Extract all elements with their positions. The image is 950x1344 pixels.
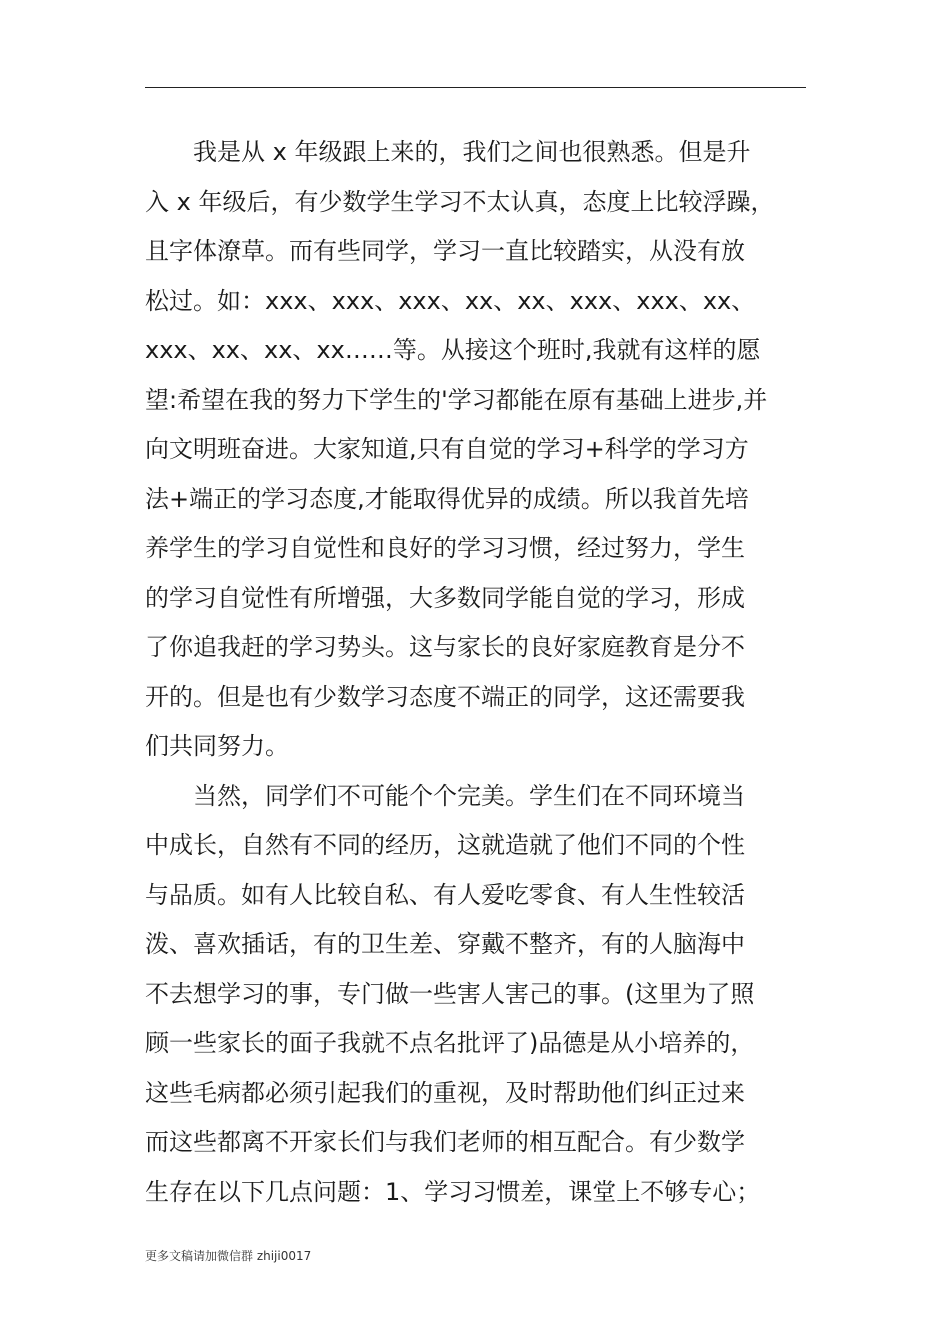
text-line: 而这些都离不开家长们与我们老师的相互配合。有少数学 bbox=[145, 1128, 745, 1156]
header-rule bbox=[145, 87, 806, 88]
text-line: 这些毛病都必须引起我们的重视，及时帮助他们纠正过来 bbox=[145, 1078, 745, 1107]
text-line: 法+端正的学习态度,才能取得优异的成绩。所以我首先培 bbox=[145, 484, 749, 513]
text-line: 开的。但是也有少数学习态度不端正的同学，这还需要我 bbox=[145, 682, 745, 711]
text-line: 入 x 年级后，有少数学生学习不太认真，态度上比较浮躁， bbox=[145, 187, 775, 216]
paragraph-1 bbox=[145, 128, 806, 772]
text-line: 养学生的学习自觉性和良好的学习习惯，经过努力，学生 bbox=[145, 534, 745, 562]
text-line: 泼、喜欢插话，有的卫生差、穿戴不整齐，有的人脑海中 bbox=[145, 930, 745, 958]
text-line: 了你追我赶的学习势头。这与家长的良好家庭教育是分不 bbox=[145, 633, 745, 661]
text-line: 我是从 x 年级跟上来的，我们之间也很熟悉。但是升 bbox=[193, 138, 751, 166]
footer-note: 更多文稿请加微信群 zhiji0017 bbox=[145, 1249, 312, 1263]
text-line: 与品质。如有人比较自私、有人爱吃零食、有人生性较活 bbox=[145, 880, 745, 909]
paragraph-2 bbox=[145, 772, 806, 1218]
text-line: 的学习自觉性有所增强，大多数同学能自觉的学习，形成 bbox=[145, 583, 745, 612]
text-line: 中成长，自然有不同的经历，这就造就了他们不同的个性 bbox=[145, 831, 745, 859]
text-line: 们共同努力。 bbox=[145, 732, 289, 760]
text-line: 向文明班奋进。大家知道,只有自觉的学习+科学的学习方 bbox=[145, 435, 749, 463]
text-line: xxx、xx、xx、xx……等。从接这个班时,我就有这样的愿 bbox=[145, 336, 761, 364]
text-line: 且字体潦草。而有些同学，学习一直比较踏实，从没有放 bbox=[145, 237, 745, 265]
text-line: 望:希望在我的努力下学生的'学习都能在原有基础上进步,并 bbox=[145, 385, 768, 414]
text-line: 当然，同学们不可能个个完美。学生们在不同环境当 bbox=[193, 781, 745, 810]
text-line: 不去想学习的事，专门做一些害人害己的事。(这里为了照 bbox=[145, 979, 755, 1008]
text-line: 顾一些家长的面子我就不点名批评了)品德是从小培养的， bbox=[145, 1029, 755, 1057]
text-line: 生存在以下几点问题：1、学习习惯差，课堂上不够专心； bbox=[145, 1177, 761, 1206]
body-text bbox=[145, 128, 806, 1217]
text-line: 松过。如：xxx、xxx、xxx、xx、xx、xxx、xxx、xx、 bbox=[145, 286, 756, 315]
